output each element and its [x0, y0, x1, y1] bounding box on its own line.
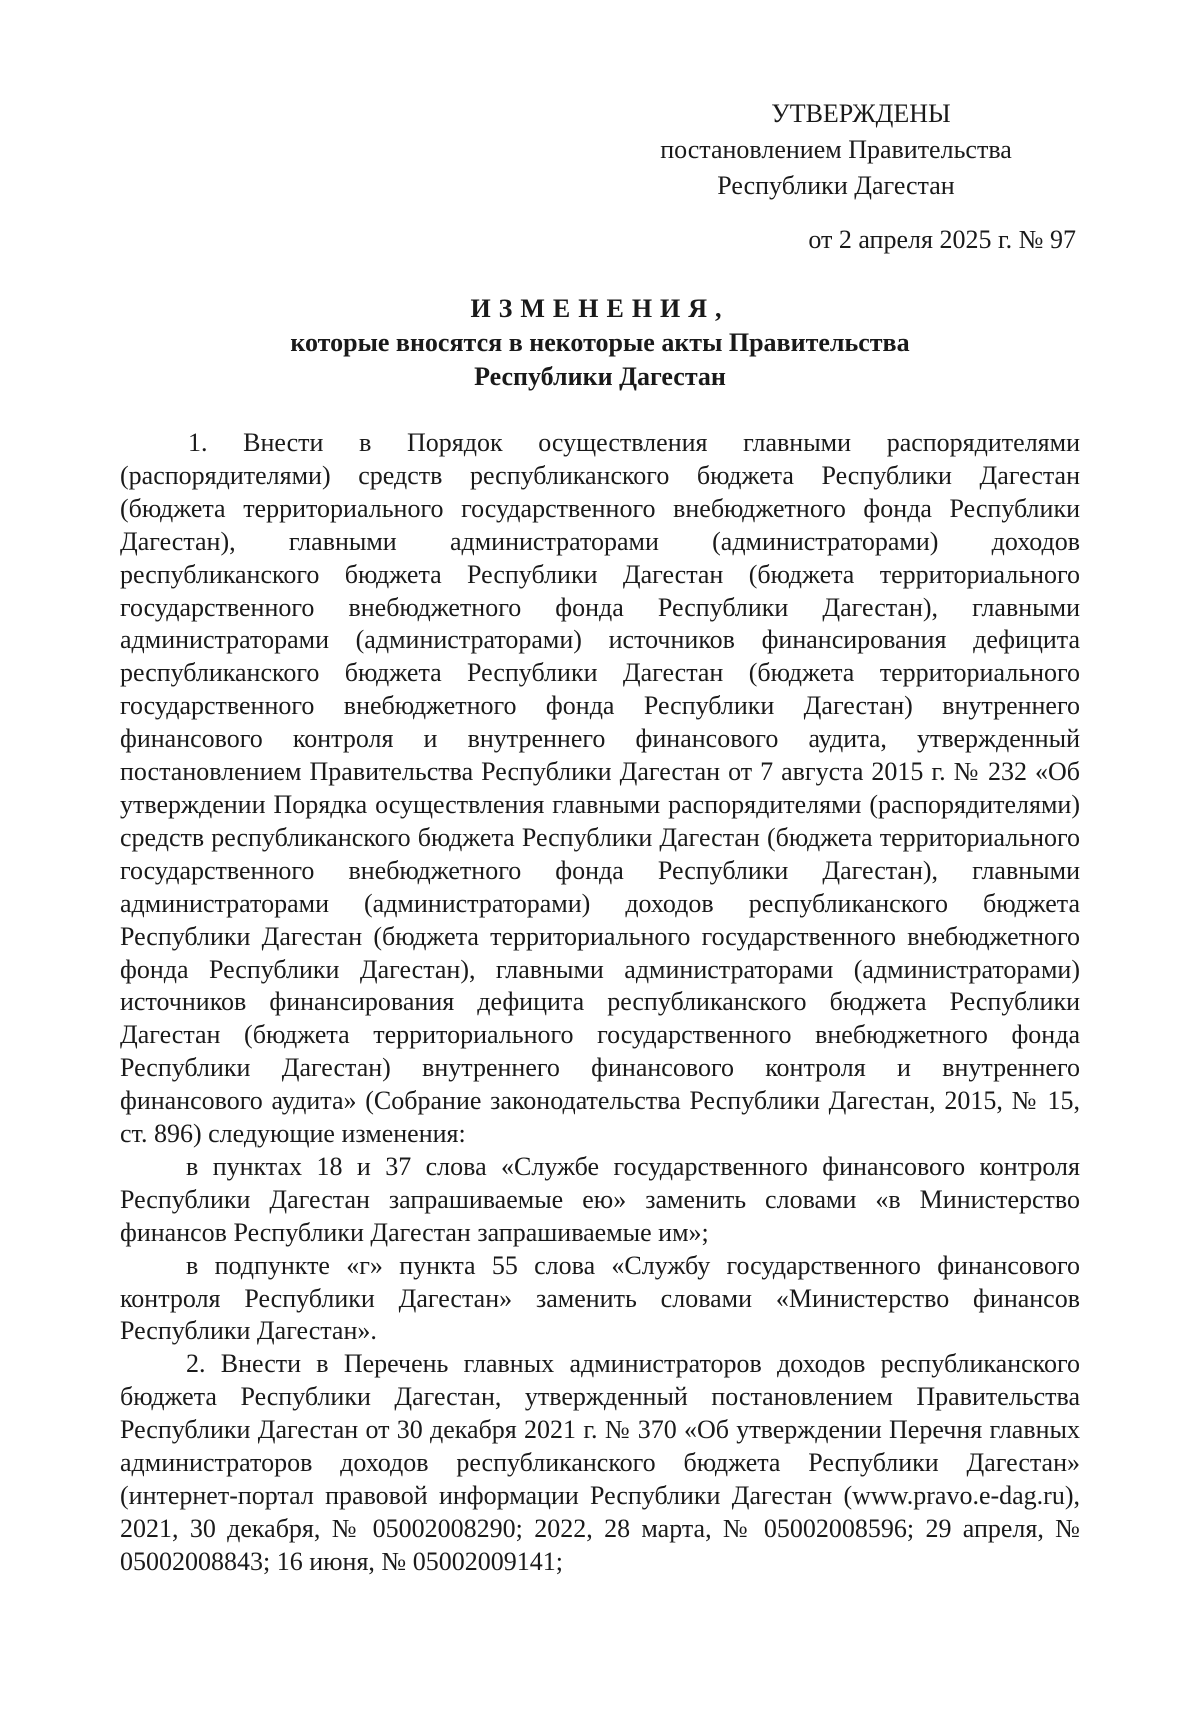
approval-date: от 2 апреля 2025 г. № 97 [808, 225, 1076, 254]
paragraph-1: 1. Внести в Порядок осуществления главными распорядителями (распорядителями) средств республиканского бюджета Республики Дагестан (бюджета территориального государственного внебюджетного фонда Республики Дагестан), главными администраторами (администраторами) доходов республиканского бюджета Республики Дагестан (бюджета территориального государственного внебюджетного фонда Республики Дагестан), главными администраторами (администраторами) источников финансирования дефицита республиканского бюджета Республики Дагестан (бюджета территориального государственного внебюджетного фонда Республики Дагестан) внутреннего финансового контроля и внутреннего финансового аудита, утвержденный постановлением Правительства Республики Дагестан от 7 августа 2015 г. № 232 «Об утверждении Порядка осуществления главными распорядителями (распорядителями) средств республиканского бюджета Республики Дагестан (бюджета территориального государственного внебюджетного фонда Республики Дагестан), главными администраторами (администраторами) доходов республиканского бюджета Республики Дагестан (бюджета территориального государственного внебюджетного фонда Республики Дагестан), главными администраторами (администраторами) источников финансирования дефицита республиканского бюджета Республики Дагестан (бюджета территориального государственного внебюджетного фонда Республики Дагестан) внутреннего финансового контроля и внутреннего финансового аудита» (Собрание законодательства Республики Дагестан, 2015, № 15, ст. 896) следующие изменения: [120, 428, 1080, 1149]
paragraph-4: 2. Внести в Перечень главных администраторов доходов республиканского бюджета Республики Дагестан, утвержденный постановлением Правительства Республики Дагестан от 30 декабря 2021 г. № 370 «Об утверждении Перечня главных администраторов доходов республиканского бюджета Республики Дагестан» (интернет-портал правовой информации Республики Дагестан (www.pravo.e-dag.ru), 2021, 30 декабря, № 05002008290; 2022, 28 марта, № 05002008596; 29 апреля, № 05002008843; 16 июня, № 05002009141; [120, 1349, 1080, 1576]
document-body [120, 427, 1080, 1579]
approved-heading: УТВЕРЖДЕНЫ [771, 99, 951, 128]
title-sub-2: Республики Дагестан [474, 362, 726, 391]
approval-line-2: Республики Дагестан [717, 171, 955, 200]
title-sub-1: которые вносятся в некоторые акты Правительства [290, 328, 910, 357]
paragraph-3: в подпункте «г» пункта 55 слова «Службу государственного финансового контроля Республики Дагестан» заменить словами «Министерство финансов Республики Дагестан». [120, 1250, 1080, 1346]
approval-line-1: постановлением Правительства [660, 135, 1012, 164]
paragraph-2: в пунктах 18 и 37 слова «Службе государственного финансового контроля Республики Дагестан запрашиваемые ею» заменить словами «в Министерство финансов Республики Дагестан запрашиваемые им»; [120, 1151, 1080, 1247]
approval-stamp [626, 96, 1076, 254]
title-main: ИЗМЕНЕНИЯ, [470, 294, 730, 323]
document-title [120, 292, 1080, 394]
